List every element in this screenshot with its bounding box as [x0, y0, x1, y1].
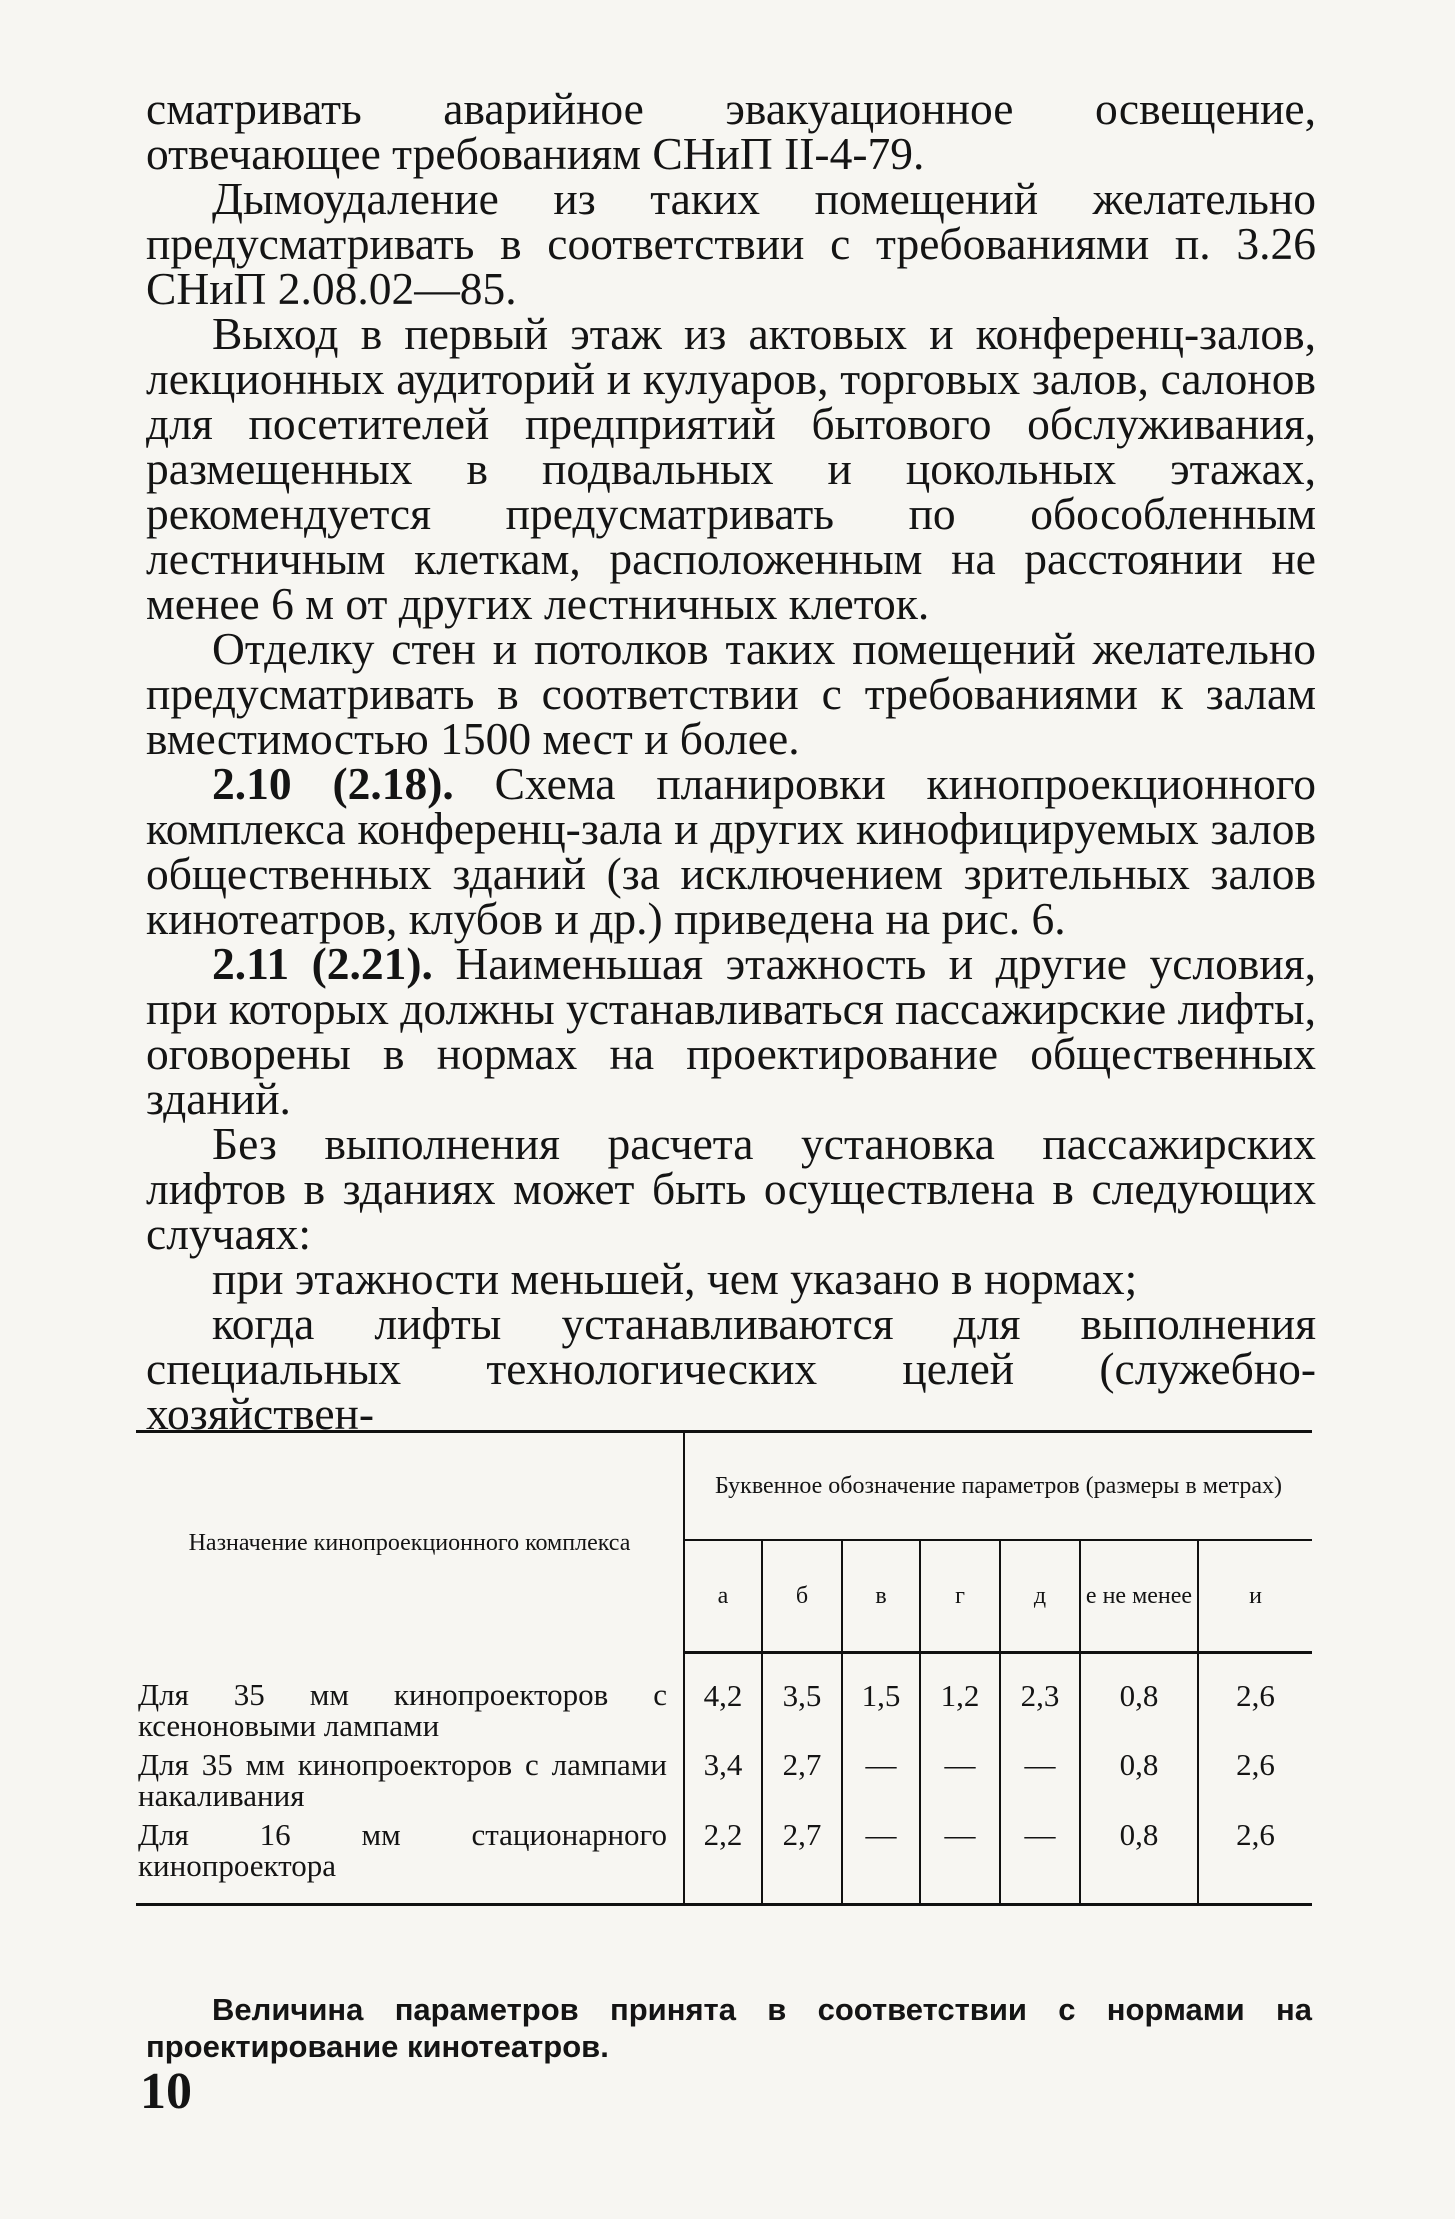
cell-value: 2,3 [1000, 1653, 1080, 1749]
row-label: Для 35 мм кинопроекторов с ксеноновыми лампами [138, 1676, 667, 1743]
cell-value: 2,6 [1198, 1819, 1312, 1905]
cell-value: — [1000, 1819, 1080, 1905]
table-row [136, 1653, 1312, 1749]
paragraph-9: когда лифты устанавливаются для выполнения специальных технологических целей (служебно-хозяйствен- [146, 1298, 1316, 1439]
column-header-v: в [842, 1540, 920, 1653]
clause-text: Наименьшая этажность и другие условия, при которых должны устанавливаться пассажирские лифты, оговорены в нормах на проектирование общественных зданий. [146, 938, 1316, 1124]
body-text [146, 83, 1316, 1439]
clause-number: 2.11 (2.21). [212, 938, 433, 989]
cell-value: — [920, 1819, 1000, 1905]
cell-value: — [842, 1749, 920, 1819]
column-header-b: б [762, 1540, 842, 1653]
clause-number: 2.10 (2.18). [212, 758, 454, 809]
parameters-table [136, 1430, 1312, 1906]
cell-value: — [1000, 1749, 1080, 1819]
cell-value: 3,4 [684, 1749, 762, 1819]
cell-value: 2,7 [762, 1749, 842, 1819]
cell-value: 0,8 [1080, 1653, 1198, 1749]
cell-value: 2,7 [762, 1819, 842, 1905]
paragraph-8: при этажности меньшей, чем указано в нормах; [212, 1253, 1138, 1304]
table-row [136, 1819, 1312, 1905]
cell-value: 3,5 [762, 1653, 842, 1749]
clause-text: Схема планировки кинопроекционного комплекса конференц-зала и других кинофицируемых залов общественных зданий (за исключением зрительных залов кинотеатров, клубов и др.) приведена на рис. 6. [146, 758, 1316, 944]
cell-value: 2,2 [684, 1819, 762, 1905]
column-group-header: Буквенное обозначение параметров (размеры в метрах) [684, 1432, 1312, 1541]
parameters-table-block [136, 1430, 1312, 1906]
column-header-a: а [684, 1540, 762, 1653]
column-header-g: г [920, 1540, 1000, 1653]
cell-value: 0,8 [1080, 1819, 1198, 1905]
paragraph-1: сматривать аварийное эвакуационное освещение, отвечающее требованиям СНиП II-4-79. [146, 83, 1316, 179]
cell-value: 4,2 [684, 1653, 762, 1749]
paragraph-3: Выход в первый этаж из актовых и конференц-залов, лекционных аудиторий и кулуаров, торговых залов, салонов для посетителей предприятий бытового обслуживания, размещенных в подвальных и цокольных этажах, рекомендуется предусматривать по обособленным лестничным клеткам, расположенным на расстоянии не менее 6 м от других лестничных клеток. [146, 308, 1316, 629]
table-note: Величина параметров принята в соответствии с нормами на проектирование кинотеатров. [146, 1992, 1312, 2064]
cell-value: 2,6 [1198, 1749, 1312, 1819]
cell-value: 2,6 [1198, 1653, 1312, 1749]
paragraph-5 [146, 758, 1316, 944]
column-header-i: и [1198, 1540, 1312, 1653]
column-header-d: д [1000, 1540, 1080, 1653]
table-row [136, 1749, 1312, 1819]
cell-value: — [842, 1819, 920, 1905]
paragraph-2: Дымоудаление из таких помещений желательно предусматривать в соответствии с требованиями п. 3.26 СНиП 2.08.02—85. [146, 173, 1316, 314]
cell-value: 0,8 [1080, 1749, 1198, 1819]
paragraph-4: Отделку стен и потолков таких помещений желательно предусматривать в соответствии с требованиями к залам вместимостью 1500 мест и более. [146, 623, 1316, 764]
page-number: 10 [140, 2063, 192, 2120]
column-header-purpose: Назначение кинопроекционного комплекса [136, 1432, 684, 1653]
paragraph-6 [146, 938, 1316, 1124]
paragraph-7: Без выполнения расчета установка пассажирских лифтов в зданиях может быть осуществлена в следующих случаях: [146, 1118, 1316, 1259]
cell-value: 1,2 [920, 1653, 1000, 1749]
row-label: Для 35 мм кинопроекторов с лампами накаливания [138, 1746, 667, 1813]
column-header-e: е не менее [1080, 1540, 1198, 1653]
cell-value: — [920, 1749, 1000, 1819]
row-label: Для 16 мм стационарного кинопроектора [136, 1819, 684, 1905]
cell-value: 1,5 [842, 1653, 920, 1749]
